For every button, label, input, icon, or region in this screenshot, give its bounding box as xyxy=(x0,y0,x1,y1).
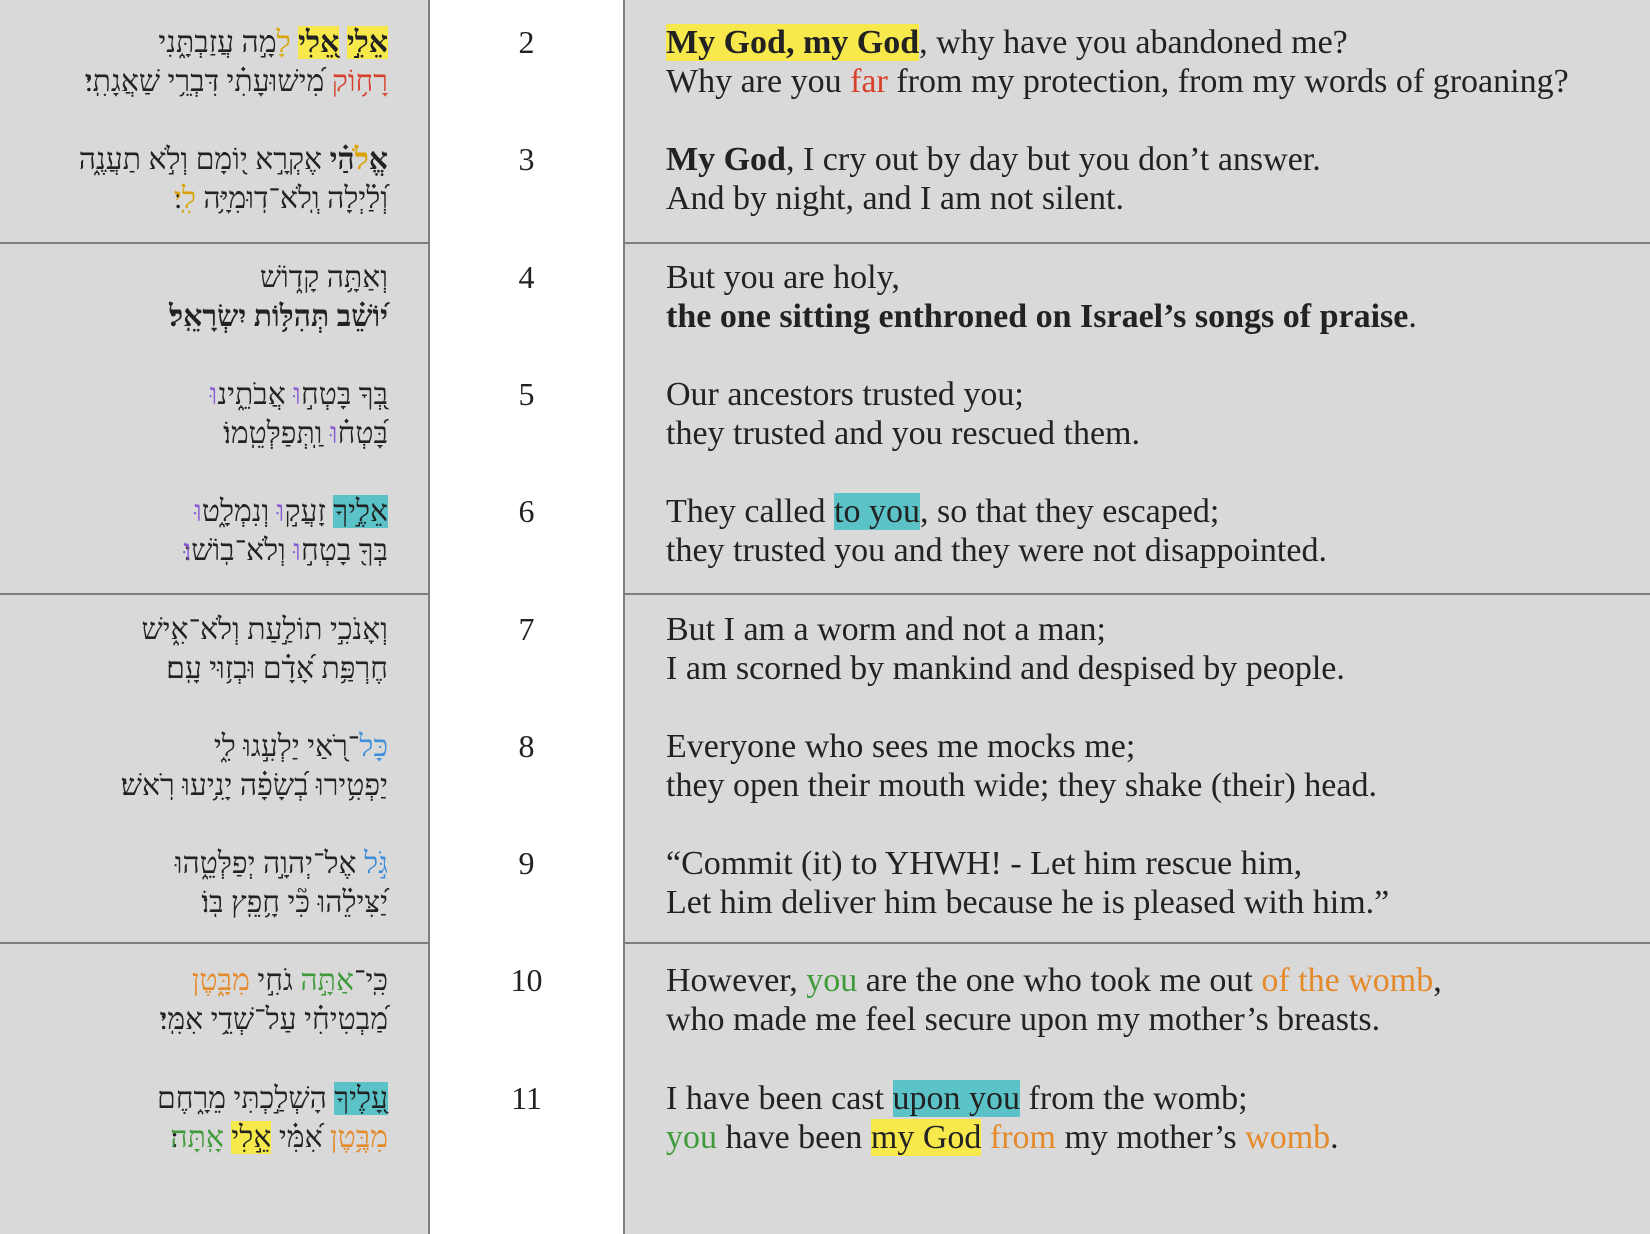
section-divider xyxy=(0,942,428,944)
text-segment: לֹ xyxy=(354,143,369,176)
text-segment: my mother’s xyxy=(1055,1119,1246,1156)
hebrew-line-1 xyxy=(0,139,388,180)
hebrew-line-2 xyxy=(0,999,388,1040)
text-segment: וּ xyxy=(293,534,301,567)
text-segment: וְאָנֹכִ֣י תוֹלַ֣עַת וְלֹא־אִ֑ישׁ xyxy=(141,613,388,646)
text-segment: חֶרְפַּ֥ת אָ֝דָ֗ם וּבְז֥וּי עָֽם׃ xyxy=(166,652,388,685)
hebrew-line-2 xyxy=(0,178,388,219)
text-segment: וּ xyxy=(209,378,218,411)
hebrew-line-1 xyxy=(0,843,388,884)
hebrew-line-2 xyxy=(0,882,388,923)
text-segment: And by night, and I am not silent. xyxy=(666,180,1125,217)
text-segment: from the womb; xyxy=(1020,1080,1248,1117)
verse-number: 10 xyxy=(510,962,543,998)
english-line-2 xyxy=(666,530,1646,571)
text-segment: . xyxy=(1408,298,1417,335)
verse-number: 9 xyxy=(518,845,535,881)
english-line-1 xyxy=(666,374,1646,415)
text-segment: from my protection, from my words of groaning? xyxy=(887,63,1569,100)
text-segment: , why have you abandoned me? xyxy=(919,24,1348,61)
text-segment: מִבָּ֑טֶן xyxy=(191,964,250,997)
text-segment: of the womb xyxy=(1261,962,1434,999)
verse-number: 8 xyxy=(518,728,535,764)
hebrew-line-1 xyxy=(0,1078,388,1119)
text-segment: אִ֝מִּ֗י xyxy=(271,1121,330,1154)
verse-number: 5 xyxy=(518,376,535,412)
text-segment: וּ xyxy=(183,534,192,567)
text-segment: וּ xyxy=(293,378,301,411)
text-segment: the one sitting enthroned on Israel’s songs of praise xyxy=(666,298,1409,335)
text-segment: רָח֥וֹק xyxy=(331,65,388,98)
hebrew-line-2 xyxy=(0,296,388,337)
text-segment: they trusted and you rescued them. xyxy=(666,415,1140,452)
text-segment: וְאַתָּ֥ה קָד֑וֹשׁ xyxy=(259,261,388,294)
text-segment: from xyxy=(989,1119,1056,1156)
text-segment: אֶל־יְהוָ֣ה יְפַלְּטֵ֑הוּ xyxy=(174,847,365,880)
text-segment: וְנִמְלָ֑ט xyxy=(201,495,277,528)
text-segment: וְ֝לַ֗יְלָה וְֽלֹא־דֽוּמִיָּ֥ה xyxy=(195,182,388,215)
text-segment: Let him deliver him because he is pleased with him.” xyxy=(666,884,1390,921)
text-segment: they open their mouth wide; they shake (their) head. xyxy=(666,767,1377,804)
section-divider xyxy=(623,593,1650,595)
text-segment: you xyxy=(806,962,858,999)
text-segment: לָ xyxy=(276,26,291,59)
text-segment: מָ֣ה עֲזַבְתָּ֑נִי xyxy=(158,26,277,59)
text-segment: ־רֹ֭אַי יַלְעִ֣גוּ לִ֑י xyxy=(213,730,360,763)
verse-number: 6 xyxy=(518,493,535,529)
hebrew-line-2 xyxy=(0,530,388,571)
english-line-1 xyxy=(666,1078,1646,1119)
text-segment: וְלֹא־בֽוֹשׁ xyxy=(191,534,294,567)
text-segment: גֹּ֣ל xyxy=(364,847,388,880)
english-line-2 xyxy=(666,178,1646,219)
text-segment: have been xyxy=(717,1119,871,1156)
hebrew-line-1 xyxy=(0,491,388,532)
english-line-1 xyxy=(666,960,1646,1001)
text-segment: גֹחִ֣י xyxy=(249,964,301,997)
english-line-1 xyxy=(666,609,1646,650)
text-segment: בָּ֝טְח֗ xyxy=(337,417,388,450)
text-segment: are the one who took me out xyxy=(857,962,1262,999)
text-segment: But you are holy, xyxy=(666,259,900,296)
text-segment: who made me feel secure upon my mother’s breasts. xyxy=(666,1001,1381,1038)
text-segment: far xyxy=(850,63,888,100)
text-segment: But I am a worm and not a man; xyxy=(666,611,1107,648)
hebrew-line-1 xyxy=(0,374,388,415)
text-segment: יַ֝צִּילֵ֗הוּ כִּ֘י חָ֥פֵֽץ בּֽוֹ׃ xyxy=(201,886,388,919)
verse-number: 3 xyxy=(518,141,535,177)
text-segment: הָשְׁלַ֣כְתִּי מֵרָ֑חֶם xyxy=(157,1082,335,1115)
text-segment: וּ xyxy=(276,495,285,528)
text-segment: My God, my God xyxy=(666,24,920,61)
english-line-2 xyxy=(666,999,1646,1040)
text-segment: They called xyxy=(666,493,835,530)
text-segment: אַתָּ֣ה xyxy=(300,964,354,997)
text-segment: אֵ֣לִי xyxy=(231,1121,272,1154)
text-segment: Everyone who sees me mocks me; xyxy=(666,728,1136,765)
section-divider xyxy=(0,242,428,244)
text-segment: בְּ֭ךָ בָּטְח֣ xyxy=(300,378,388,411)
text-segment: However, xyxy=(666,962,807,999)
text-segment: לִֽי xyxy=(174,182,196,215)
english-line-2 xyxy=(666,765,1646,806)
text-segment: אֶקְרָ֣א י֭וֹמָם וְלֹ֣א תַעֲנֶ֑ה xyxy=(78,143,330,176)
verse-number: 4 xyxy=(518,259,535,295)
text-segment: אֵלֶ֣יךָ xyxy=(333,495,388,528)
text-segment xyxy=(981,1119,990,1156)
verse-number: 2 xyxy=(518,24,535,60)
hebrew-line-1 xyxy=(0,257,388,298)
english-line-2 xyxy=(666,296,1646,337)
hebrew-line-1 xyxy=(0,726,388,767)
text-segment: בְּךָ֖ בָטְח֣ xyxy=(300,534,388,567)
english-line-1 xyxy=(666,257,1646,298)
english-line-1 xyxy=(666,726,1646,767)
text-segment: . xyxy=(1330,1119,1339,1156)
text-segment: כָּל xyxy=(359,730,388,763)
text-segment: זָעֲק֣ xyxy=(284,495,334,528)
text-segment: וּ xyxy=(194,495,202,528)
text-segment: , so that they escaped; xyxy=(919,493,1220,530)
text-segment: כִּֽי־ xyxy=(353,964,388,997)
text-segment: אֵלִ֣י xyxy=(346,26,388,59)
text-segment: “Commit (it) to YHWH! - Let him rescue him, xyxy=(666,845,1303,882)
text-segment: , I cry out by day but you don’t answer. xyxy=(785,141,1321,178)
text-segment: וַֽתְּפַלְּטֵֽמוֹ׃ xyxy=(223,417,330,450)
hebrew-line-2 xyxy=(0,648,388,689)
text-segment xyxy=(339,26,347,59)
text-segment: womb xyxy=(1245,1119,1331,1156)
text-segment: י֝וֹשֵׁ֗ב תְּהִלּ֥וֹת יִשְׂרָאֵֽל׃ xyxy=(169,300,388,333)
text-segment: Our ancestors trusted you; xyxy=(666,376,1024,413)
hebrew-line-2 xyxy=(0,1117,388,1158)
section-divider xyxy=(0,593,428,595)
text-segment: מַ֝בְטִיחִ֗י עַל־שְׁדֵ֥י אִמִּֽי׃ xyxy=(159,1003,388,1036)
text-segment: אֵ֭לִי xyxy=(298,26,340,59)
text-segment: יַפְטִ֥ירוּ בְ֝שָׂפָ֗ה יָנִ֥יעוּ רֹֽאשׁ׃ xyxy=(120,769,388,802)
english-line-2 xyxy=(666,1117,1646,1158)
english-line-2 xyxy=(666,648,1646,689)
text-segment: they trusted you and they were not disappointed. xyxy=(666,532,1327,569)
text-segment: הַ֗י xyxy=(329,143,355,176)
text-segment: מִבֶּ֥טֶן xyxy=(329,1121,388,1154)
text-segment: Why are you xyxy=(666,63,851,100)
hebrew-line-1 xyxy=(0,960,388,1001)
text-segment: I am scorned by mankind and despised by people. xyxy=(666,650,1345,687)
text-segment: עָ֭לֶיךָ xyxy=(334,1082,388,1115)
text-segment: אָֽתָּה xyxy=(170,1121,224,1154)
section-divider xyxy=(623,942,1650,944)
section-divider xyxy=(623,242,1650,244)
verse-number: 11 xyxy=(511,1080,542,1116)
text-segment: My God xyxy=(666,141,786,178)
english-line-1 xyxy=(666,139,1646,180)
english-line-2 xyxy=(666,413,1646,454)
text-segment: my God xyxy=(870,1119,982,1156)
hebrew-line-2 xyxy=(0,61,388,102)
text-segment: I have been cast xyxy=(666,1080,893,1117)
english-line-1 xyxy=(666,491,1646,532)
text-segment: you xyxy=(666,1119,717,1156)
verse-number: 7 xyxy=(518,611,535,647)
text-segment: וּ xyxy=(329,417,338,450)
hebrew-line-1 xyxy=(0,22,388,63)
text-segment: upon you xyxy=(892,1080,1021,1117)
english-line-1 xyxy=(666,843,1646,884)
text-segment: אֲבֹתֵ֑ינ xyxy=(217,378,294,411)
text-segment: מִ֝ישׁוּעָתִ֗י דִּבְרֵ֥י שַׁאֲגָתִֽי׃ xyxy=(84,65,332,98)
text-segment: to you xyxy=(834,493,920,530)
english-line-1 xyxy=(666,22,1646,63)
hebrew-line-2 xyxy=(0,413,388,454)
english-line-2 xyxy=(666,882,1646,923)
text-segment: אֱ xyxy=(368,143,388,176)
hebrew-line-2 xyxy=(0,765,388,806)
hebrew-line-1 xyxy=(0,609,388,650)
english-line-2 xyxy=(666,61,1646,102)
text-segment: , xyxy=(1433,962,1442,999)
